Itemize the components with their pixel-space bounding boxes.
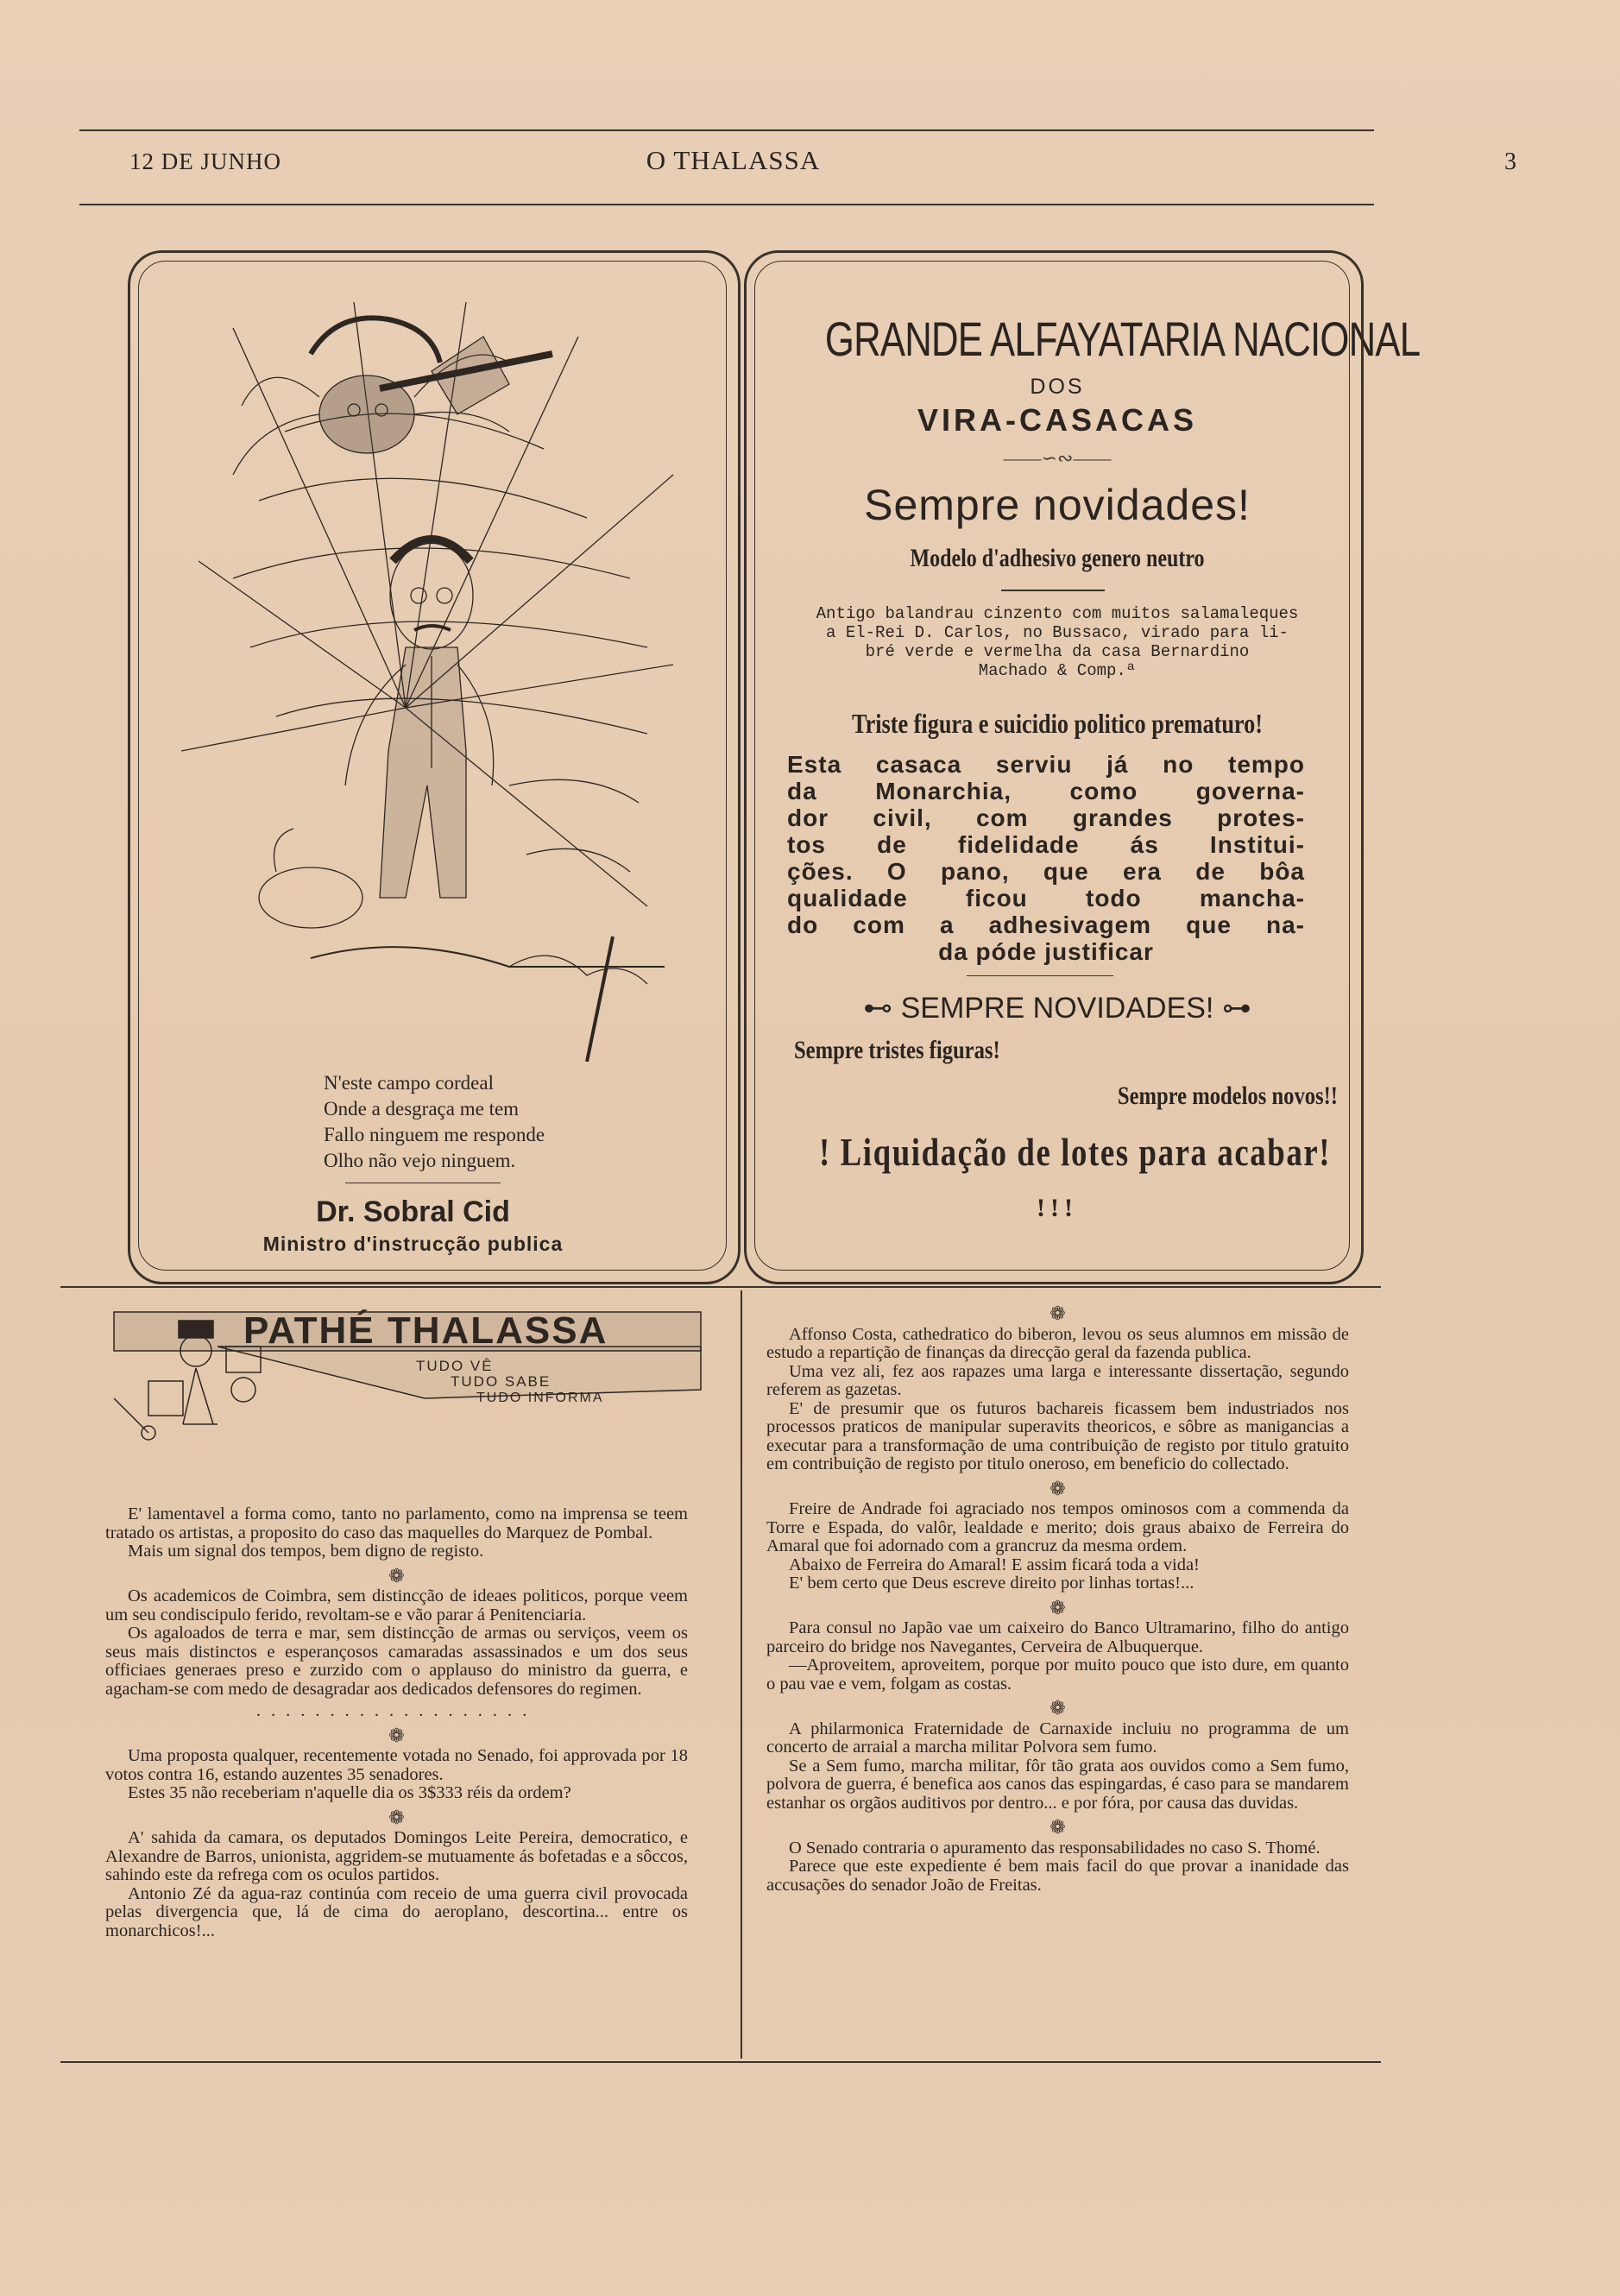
bottom-rule xyxy=(60,2061,1381,2063)
right-column xyxy=(766,1299,1349,1895)
pathe-title: PATHÉ THALASSA xyxy=(243,1309,608,1352)
newspaper-title: O THALASSA xyxy=(646,145,821,175)
ad-description xyxy=(777,604,1338,680)
paragraph: Uma vez ali, fez aos rapazes uma larga e interessante dissertação, segundo referem as gazetas. xyxy=(766,1361,1349,1399)
top-rule xyxy=(79,129,1374,131)
ad-bold-line: tos de fidelidade ás Institui- xyxy=(787,831,1305,858)
paragraph: Mais um signal dos tempos, bem digno de registo. xyxy=(128,1542,484,1561)
ad-ornament: ——∽∾—— xyxy=(1003,447,1112,469)
ad-description-line: bré verde e vermelha da casa Bernardino xyxy=(865,642,1250,661)
flower-ornament-icon: ❁ xyxy=(1050,1816,1066,1838)
paragraph: E' de presumir que os futuros bachareis ficassem bem industriados nos processos praticos de manipular superavits theoricos, e sôbre as manigancias a executar para a transformação de uma contribuição de registo por titulo gratuito em contribuição de registo por titulo oneroso, em beneficio do collectado. xyxy=(766,1398,1349,1473)
paragraph: —Aproveitem, aproveitem, porque por muito pouco que isto dure, em quanto o pau vae e vem, folgam as costas. xyxy=(766,1656,1349,1694)
flower-ornament-icon: ❁ xyxy=(1050,1697,1066,1719)
ad-tristes-figuras: Sempre tristes figuras! xyxy=(794,1036,1000,1064)
cartoon-caption-name: Dr. Sobral Cid xyxy=(316,1195,510,1228)
paragraph: O Senado contraria o apuramento das responsabilidades no caso S. Thomé. xyxy=(789,1838,1321,1858)
ad-rule xyxy=(1001,590,1105,591)
page-number: 3 xyxy=(1504,148,1516,175)
paragraph: Estes 35 não receberiam n'aquelle dia os 3$333 réis da ordem? xyxy=(128,1783,571,1802)
ad-bold-line: da póde justificar xyxy=(938,938,1154,965)
paragraph: Parece que este expediente é bem mais facil do que provar a inanidade das accusações do senador João de Freitas. xyxy=(766,1857,1349,1895)
flower-ornament-icon: ❁ xyxy=(1050,1303,1066,1324)
ad-vira-casacas: VIRA-CASACAS xyxy=(917,402,1197,438)
ad-bold-line: do com a adhesivagem que na- xyxy=(787,911,1305,938)
ad-description-line: Machado & Comp.ª xyxy=(978,661,1137,680)
dotted-separator: ................... xyxy=(255,1701,538,1720)
ad-description-line: a El-Rei D. Carlos, no Bussaco, virado para li- xyxy=(826,623,1289,642)
paragraph: Para consul no Japão vae um caixeiro do Banco Ultramarino, filho do antigo parceiro do bridge nos Navegantes, Cerveira de Albuquerque. xyxy=(766,1618,1349,1656)
pathe-tagline-2: TUDO SABE xyxy=(451,1373,552,1390)
flower-ornament-icon: ❁ xyxy=(388,1806,405,1828)
ad-bold-line: dor civil, com grandes protes- xyxy=(787,804,1305,831)
paragraph: Os academicos de Coimbra, sem distincção de ideaes politicos, porque veem um seu condiscipulo ferido, revoltam-se e vão parar á Penitenciaria. xyxy=(105,1586,688,1624)
left-column xyxy=(105,1505,688,1940)
flower-ornament-icon: ❁ xyxy=(388,1724,405,1746)
ad-modelos-novos: Sempre modelos novos!! xyxy=(1117,1082,1338,1110)
ad-bold-line: Esta casaca serviu já no tempo xyxy=(787,751,1305,778)
paragraph: Abaixo de Ferreira do Amaral! E assim ficará toda a vida! xyxy=(789,1555,1200,1574)
ad-modelo: Modelo d'adhesivo genero neutro xyxy=(910,544,1205,572)
ad-exclamations: !!! xyxy=(1037,1194,1078,1222)
ad-novidades xyxy=(760,991,1355,1025)
ad-bold-line: ções. O pano, que era de bôa xyxy=(787,858,1305,885)
poem-line: N'este campo cordeal xyxy=(324,1072,494,1094)
cartoon-poem xyxy=(324,1070,617,1174)
ad-novidades-text: SEMPRE NOVIDADES! xyxy=(900,992,1214,1025)
poem-line: Fallo ninguem me responde xyxy=(324,1124,545,1145)
pathe-thalassa-banner xyxy=(97,1295,718,1441)
poem-line: Onde a desgraça me tem xyxy=(324,1098,520,1120)
ad-description-line: Antigo balandrau cinzento com muitos salamaleques xyxy=(816,604,1299,623)
paragraph: Freire de Andrade foi agraciado nos tempos ominosos com a commenda da Torre e Espada, do valôr, lealdade e merito; dois graus abaixo de Ferreira do Amaral que foi adornado com a grancruz da mesma ordem. xyxy=(766,1499,1349,1555)
ad-sempre-novidades: Sempre novidades! xyxy=(864,481,1251,529)
ad-bold-line: da Monarchia, como governa- xyxy=(787,778,1305,804)
header-date: 12 DE JUNHO xyxy=(129,148,281,174)
paragraph: A' sahida da camara, os deputados Domingos Leite Pereira, democratico, e Alexandre de Barros, unionista, aggridem-se mutuamente ás bofetadas e a sôccos, sahindo este da refrega com os oculos partidos. xyxy=(105,1828,688,1884)
section-rule xyxy=(60,1286,1381,1288)
ad-title: GRANDE ALFAYATARIA NACIONAL xyxy=(824,312,1421,366)
ad-bold-line: qualidade ficou todo mancha- xyxy=(787,885,1305,911)
paragraph: E' bem certo que Deus escreve direito por linhas tortas!... xyxy=(789,1574,1195,1593)
paragraph: Uma proposta qualquer, recentemente votada no Senado, foi approvada por 18 votos contra 16, estando auzentes 35 senadores. xyxy=(105,1746,688,1784)
flower-ornament-icon: ❁ xyxy=(1050,1477,1066,1499)
paragraph: E' lamentavel a forma como, tanto no parlamento, como na imprensa se teem tratado os artistas, a proposito do caso das maquelles do Marquez de Pombal. xyxy=(105,1504,688,1542)
ad-liquidacao: ! Liquidação de lotes para acabar! xyxy=(819,1130,1332,1174)
ad-rule-2 xyxy=(967,975,1113,976)
column-divider xyxy=(741,1290,742,2059)
ad-dos: DOS xyxy=(1030,375,1085,399)
cartoon-illustration xyxy=(181,302,682,1062)
cartoon-caption-role: Ministro d'instrucção publica xyxy=(262,1233,564,1255)
poem-line: Olho não vejo ninguem. xyxy=(324,1150,516,1171)
paragraph: Antonio Zé da agua-raz continúa com receio de uma guerra civil provocada pelas divergencia que, lá de cima do aeroplano, descortina... entre os monarchicos!... xyxy=(105,1883,688,1940)
paragraph: A philarmonica Fraternidade de Carnaxide incluiu no programma de um concerto de arraial a marcha militar Polvora sem fumo. xyxy=(766,1719,1349,1757)
paragraph: Affonso Costa, cathedratico do biberon, levou os seus alumnos em missão de estudo a repartição de finanças da direcção geral da fazenda publica. xyxy=(766,1324,1349,1362)
flower-ornament-icon: ❁ xyxy=(1050,1596,1066,1618)
pathe-tagline-3: TUDO INFORMA xyxy=(476,1391,604,1405)
paragraph: Os agaloados de terra e mar, sem distincção de armas ou serviços, veem os seus mais distinctos e esperançosos camaradas assassinados e um dos seus officiaes generaes preso e zurzido com o applauso do ministro da guerra, e agacham-se com medo de desagradar aos dedicados defensores do regimen. xyxy=(105,1624,688,1699)
pathe-tagline-1: TUDO VÊ xyxy=(416,1358,494,1374)
ad-bold-text xyxy=(787,751,1305,965)
header-rule xyxy=(79,204,1374,205)
paragraph: Se a Sem fumo, marcha militar, fôr tão grata aos ouvidos como a Sem fumo, polvora de guerra, é benefica aos canos das espingardas, é caso para se mandarem estanhar os orgãos auditivos por dentro... e por fóra, por causa das duvidas. xyxy=(766,1756,1349,1813)
pointing-hand-icon: ⊷ xyxy=(863,992,893,1025)
flower-ornament-icon: ❁ xyxy=(388,1564,405,1586)
pointing-hand-icon: ⊶ xyxy=(1221,992,1251,1025)
page-header xyxy=(79,136,1516,205)
ad-triste-figura: Triste figura e suicidio politico prematuro! xyxy=(852,708,1263,739)
